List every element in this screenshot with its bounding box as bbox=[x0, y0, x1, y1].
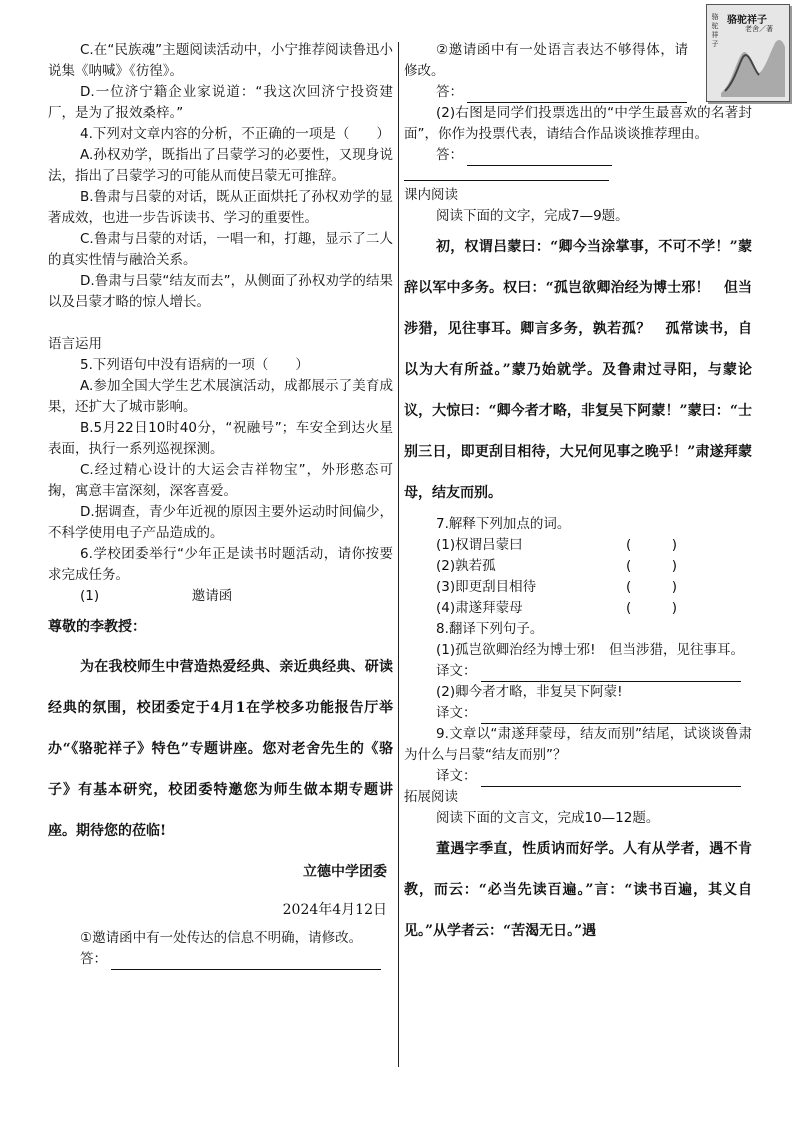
q6-1-heading bbox=[48, 586, 393, 607]
q8-2-translation-row bbox=[404, 703, 752, 724]
q7-item-text: (3)即更刮目相待 bbox=[436, 579, 537, 595]
q6-1-sub2-answer-row bbox=[404, 82, 752, 103]
q8-2: (2)卿今者才略，非复吴下阿蒙! bbox=[436, 684, 623, 700]
q6-1-number: (1) bbox=[80, 588, 100, 604]
q7-item-blank[interactable]: ( ) bbox=[626, 537, 678, 553]
q9-translation-row bbox=[404, 766, 752, 787]
q6-1-answer-row bbox=[48, 949, 393, 970]
q6-1-subquestion-2: ②邀请函中有一处语言表达不够得体，请修改。 bbox=[404, 42, 688, 79]
q8-1: (1)孤岂欲卿治经为博士邪! 但当涉猎，见往事耳。 bbox=[436, 642, 745, 658]
q4-option-b: B.鲁肃与吕蒙的对话，既从正面烘托了孙权劝学的显著成效，也进一步告诉读书、学习的重要性。 bbox=[48, 189, 393, 226]
section-language-use: 语言运用 bbox=[48, 336, 102, 352]
translation-label: 译文： bbox=[436, 768, 477, 784]
q7-item bbox=[404, 535, 752, 556]
section-extended-reading: 拓展阅读 bbox=[404, 789, 458, 805]
q6-1-subquestion-1: ①邀请函中有一处传达的信息不明确，请修改。 bbox=[80, 930, 363, 946]
answer-label: 答： bbox=[436, 147, 463, 163]
translation-blank-line[interactable] bbox=[481, 666, 741, 682]
q8-1-translation-row bbox=[404, 661, 752, 682]
in-class-instruction: 阅读下面的文字，完成7—9题。 bbox=[436, 208, 629, 224]
left-column bbox=[48, 40, 393, 970]
translation-label: 译文： bbox=[436, 663, 477, 679]
in-class-passage: 初，权谓吕蒙曰：“卿今当涂掌事，不可不学！”蒙辞以军中多务。权曰：“孤岂欲卿治经为博士邪！ 但当涉猎，见往事耳。卿言多务，孰若孤？ 孤常读书，自以为大有所益。”蒙乃始就学。及鲁肃过寻阳，与蒙论议，大惊曰：“卿今者才略，非复吴下阿蒙！”蒙曰：“士别三日，即更刮目相待，大兄何见事之晚乎！”肃遂拜蒙母，结友而别。 bbox=[404, 239, 752, 501]
book-spine-title: 骆驼祥子 bbox=[711, 13, 719, 48]
q3-option-c: C.在“民族魂”主题阅读活动中，小宁推荐阅读鲁迅小说集《呐喊》《彷徨》。 bbox=[48, 42, 393, 79]
q7-item-blank[interactable]: ( ) bbox=[626, 558, 678, 574]
book-author: 老舍／著 bbox=[745, 25, 773, 33]
q3-option-d: D.一位济宁籍企业家说道：“我这次回济宁投资建厂，是为了报效桑梓。” bbox=[48, 84, 393, 121]
q7-stem: 7.解释下列加点的词。 bbox=[436, 516, 571, 532]
q4-option-d: D.鲁肃与吕蒙“结友而去”，从侧面了孙权劝学的结果以及吕蒙才略的惊人增长。 bbox=[48, 273, 393, 310]
q8-stem: 8.翻译下列句子。 bbox=[436, 621, 544, 637]
translation-blank-line[interactable] bbox=[481, 771, 741, 787]
invitation-title: 邀请函 bbox=[191, 588, 233, 604]
q5-stem: 5.下列语句中没有语病的一项（ ） bbox=[80, 357, 309, 373]
q5-option-b: B.5月22日10时40分，“祝融号”；车安全到达火星表面，执行一系列巡视探测。 bbox=[48, 420, 393, 457]
q5-option-d: D.据调查，青少年近视的原因主要外运动时间偏少，不科学使用电子产品造成的。 bbox=[48, 504, 393, 541]
invitation-date: 2024年4月12日 bbox=[282, 902, 387, 918]
column-divider bbox=[398, 42, 399, 1067]
q9-stem: 9.文章以“肃遂拜蒙母，结友而别”结尾，试谈谈鲁肃为什么与吕蒙“结友而别”？ bbox=[404, 726, 752, 763]
q7-item-text: (4)肃遂拜蒙母 bbox=[436, 600, 523, 616]
q6-stem: 6.学校团委举行“少年正是读书时题活动，请你按要求完成任务。 bbox=[48, 546, 393, 583]
q7-item-text: (2)孰若孤 bbox=[436, 558, 496, 574]
book-title: 骆驼祥子 bbox=[727, 15, 767, 26]
q5-option-c: C.经过精心设计的大运会吉祥物宝”，外形憨态可掬，寓意丰富深刻，深客喜爱。 bbox=[48, 462, 393, 499]
answer-label: 答： bbox=[80, 951, 107, 967]
invitation-signature: 立德中学团委 bbox=[303, 864, 387, 880]
q7-item bbox=[404, 598, 752, 619]
q7-item-text: (1)权谓吕蒙曰 bbox=[436, 537, 523, 553]
q7-item bbox=[404, 556, 752, 577]
translation-label: 译文： bbox=[436, 705, 477, 721]
q6-2-answer-row bbox=[404, 145, 752, 166]
answer-blank-line[interactable] bbox=[467, 150, 612, 166]
q4-stem: 4.下列对文章内容的分析，不正确的一项是（ ） bbox=[80, 126, 390, 142]
q6-2: (2)右图是同学们投票选出的“中学生最喜欢的名著封面”，你作为投票代表，请结合作品谈谈推荐理由。 bbox=[404, 105, 752, 142]
right-column bbox=[404, 40, 752, 952]
translation-blank-line[interactable] bbox=[481, 708, 741, 724]
answer-blank-line-2[interactable] bbox=[404, 166, 609, 181]
q4-option-a: A.孙权劝学，既指出了吕蒙学习的必要性，又现身说法，指出了吕蒙学习的可能从而使吕蒙无可推辞。 bbox=[48, 147, 393, 184]
q7-item bbox=[404, 577, 752, 598]
invitation-greeting: 尊敬的李教授： bbox=[48, 619, 146, 635]
q5-option-a: A.参加全国大学生艺术展演活动，成都展示了美育成果，还扩大了城市影响。 bbox=[48, 378, 393, 415]
extended-passage: 董遇字季直，性质讷而好学。人有从学者，遇不肯教，而云：“必当先读百遍。”言：“读书百遍，其义自见。”从学者云：“苦渴无日。”遇 bbox=[404, 841, 752, 939]
section-in-class-reading: 课内阅读 bbox=[404, 187, 458, 203]
q7-item-blank[interactable]: ( ) bbox=[626, 600, 678, 616]
answer-blank-line[interactable] bbox=[467, 87, 687, 103]
invitation-body: 为在我校师生中营造热爱经典、亲近典经典、研读经典的氛围，校团委定于4月1在学校多功能报告厅举办“《骆驼祥子》特色”专题讲座。您对老舍先生的《骆子》有基本研究，校团委特邀您为师生做本期专题讲座。期待您的莅临! bbox=[48, 659, 393, 839]
q7-item-blank[interactable]: ( ) bbox=[626, 579, 678, 595]
extended-instruction: 阅读下面的文言文，完成10—12题。 bbox=[436, 810, 660, 826]
answer-blank-line[interactable] bbox=[111, 954, 381, 970]
answer-label: 答： bbox=[436, 84, 463, 100]
q4-option-c: C.鲁肃与吕蒙的对话，一唱一和，打趣，显示了二人的真实性情与融洽关系。 bbox=[48, 231, 393, 268]
